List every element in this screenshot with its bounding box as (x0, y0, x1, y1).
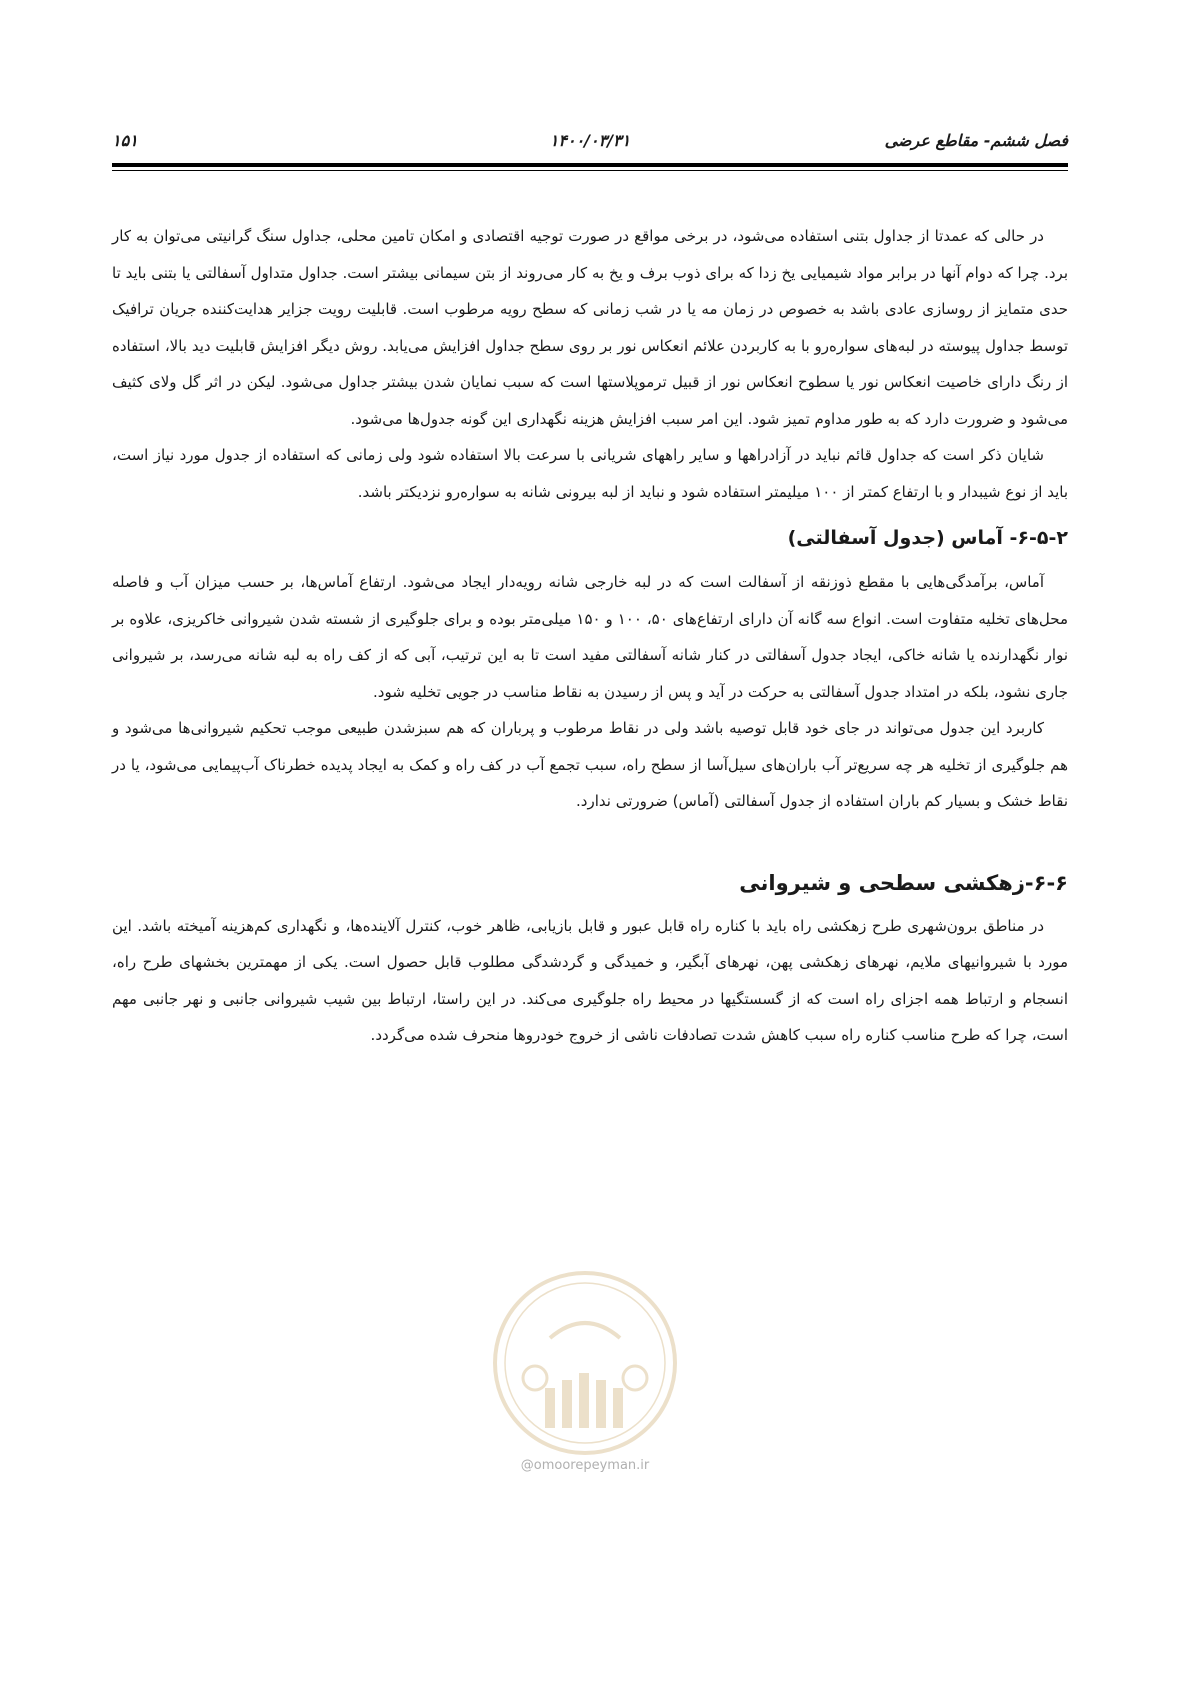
running-header (112, 128, 1068, 154)
body-paragraph: کاربرد این جدول می‌تواند در جای خود قابل توصیه باشد ولی در نقاط مرطوب و پرباران که هم سبزشدن طبیعی موجب تحکیم شیروانی‌ها می‌شود و هم جلوگیری از تخلیه هر چه سریع‌تر آب باران‌های سیل‌آسا از سطح راه، سبب تجمع آب در کف راه و کمک به ایجاد پدیده خطرناک آب‌پیمایی می‌شود، یا در نقاط خشک و بسیار کم باران استفاده از جدول آسفالتی (آماس) ضرورتی ندارد. (112, 719, 1068, 810)
section-heading: ۶-۶-زهکشی سطحی و شیروانی (739, 870, 1068, 895)
body-paragraph: در حالی که عمدتا از جداول بتنی استفاده می‌شود، در برخی مواقع در صورت توجیه اقتصادی و امکان تامین محلی، جداول سنگ گرانیتی می‌توان به کار برد. چرا که دوام آنها در برابر مواد شیمیایی یخ زدا که برای ذوب برف و یخ به کار می‌روند از بتن سیمانی بیشتر است. جداول متداول آسفالتی یا بتنی باید تا حدی متمایز از روسازی عادی باشد به خصوص در زمان مه یا در شب زمانی که سطح رویه مرطوب است. قابلیت رویت جزایر هدایت‌کننده جریان ترافیک توسط جداول پیوسته در لبه‌های سواره‌رو با به کاربردن علائم انعکاس نور بر روی سطح جداول افزایش می‌یابد. روش دیگر افزایش قابلیت دید بالا، استفاده از رنگ دارای خاصیت انعکاس نور یا سطوح انعکاس نور از قبیل ترموپلاستها است که سبب نمایان شدن بیشتر جداول می‌شود. لیکن در اثر گل ولای کثیف می‌شود و ضرورت دارد که به طور مداوم تمیز شود. این امر سبب افزایش هزینه نگهداری این گونه جدول‌ها می‌شود. (112, 227, 1068, 428)
page-body (112, 218, 1068, 1054)
header-rule-thin (112, 170, 1068, 171)
header-date: ۱۴۰۰/۰۳/۳۱ (549, 131, 631, 150)
section-heading: ۶-۵-۲- آماس (جدول آسفالتی) (787, 527, 1068, 549)
page-number: ۱۵۱ (112, 131, 138, 150)
watermark-logo (490, 1268, 680, 1458)
body-paragraph: شایان ذکر است که جداول قائم نباید در آزادراهها و سایر راههای شریانی با سرعت بالا استفاده شود ولی زمانی که استفاده از جدول مورد نیاز است، باید از نوع شیبدار و با ارتفاع کمتر از ۱۰۰ میلیمتر استفاده شود و نباید از لبه بیرونی شانه به سواره‌رو نزدیکتر باشد. (112, 446, 1068, 501)
watermark-url: @omoorepeyman.ir (520, 1458, 650, 1473)
body-paragraph: در مناطق برون‌شهری طرح زهکشی راه باید با کناره راه قابل عبور و قابل بازیابی، ظاهر خوب، کنترل آلاینده‌ها، و نگهداری کم‌هزینه آمیخته باشد. این مورد با شیروانیهای ملایم، نهرهای زهکشی پهن، نهرهای آبگیر، و خمیدگی و گردشدگی مطلوب قابل حصول است. یکی از مهمترین بخشهای طرح راه، انسجام و ارتباط همه اجزای راه است که از گسستگیها در محیط راه جلوگیری می‌کند. در این راستا، ارتباط بین شیب شیروانی جانبی و نهر جانبی مهم است، چرا که طرح مناسب کناره راه سبب کاهش شدت تصادفات ناشی از خروج خودروها منحرف شده می‌گردد. (112, 916, 1068, 1044)
chapter-title: فصل ششم- مقاطع عرضی (884, 131, 1068, 150)
header-rule-thick (112, 163, 1068, 167)
body-paragraph: آماس، برآمدگی‌هایی با مقطع ذوزنقه از آسفالت است که در لبه خارجی شانه رویه‌دار ایجاد می‌شود. ارتفاع آماس‌ها، بر حسب میزان آب و فاصله محل‌های تخلیه متفاوت است. انواع سه گانه آن دارای ارتفاع‌های ۵۰، ۱۰۰ و ۱۵۰ میلی‌متر بوده و برای جلوگیری از شسته شدن شیروانی خاکریزی، علاوه بر نوار نگهدارنده یا شانه خاکی، ایجاد جدول آسفالتی در کنار شانه آسفالتی مفید است تا به این ترتیب، آبی که از کف راه به لبه شانه می‌رسد، بر شیروانی جاری نشود، بلکه در امتداد جدول آسفالتی به حرکت در آید و پس از رسیدن به نقاط مناسب در جویی تخلیه شود. (112, 573, 1068, 701)
